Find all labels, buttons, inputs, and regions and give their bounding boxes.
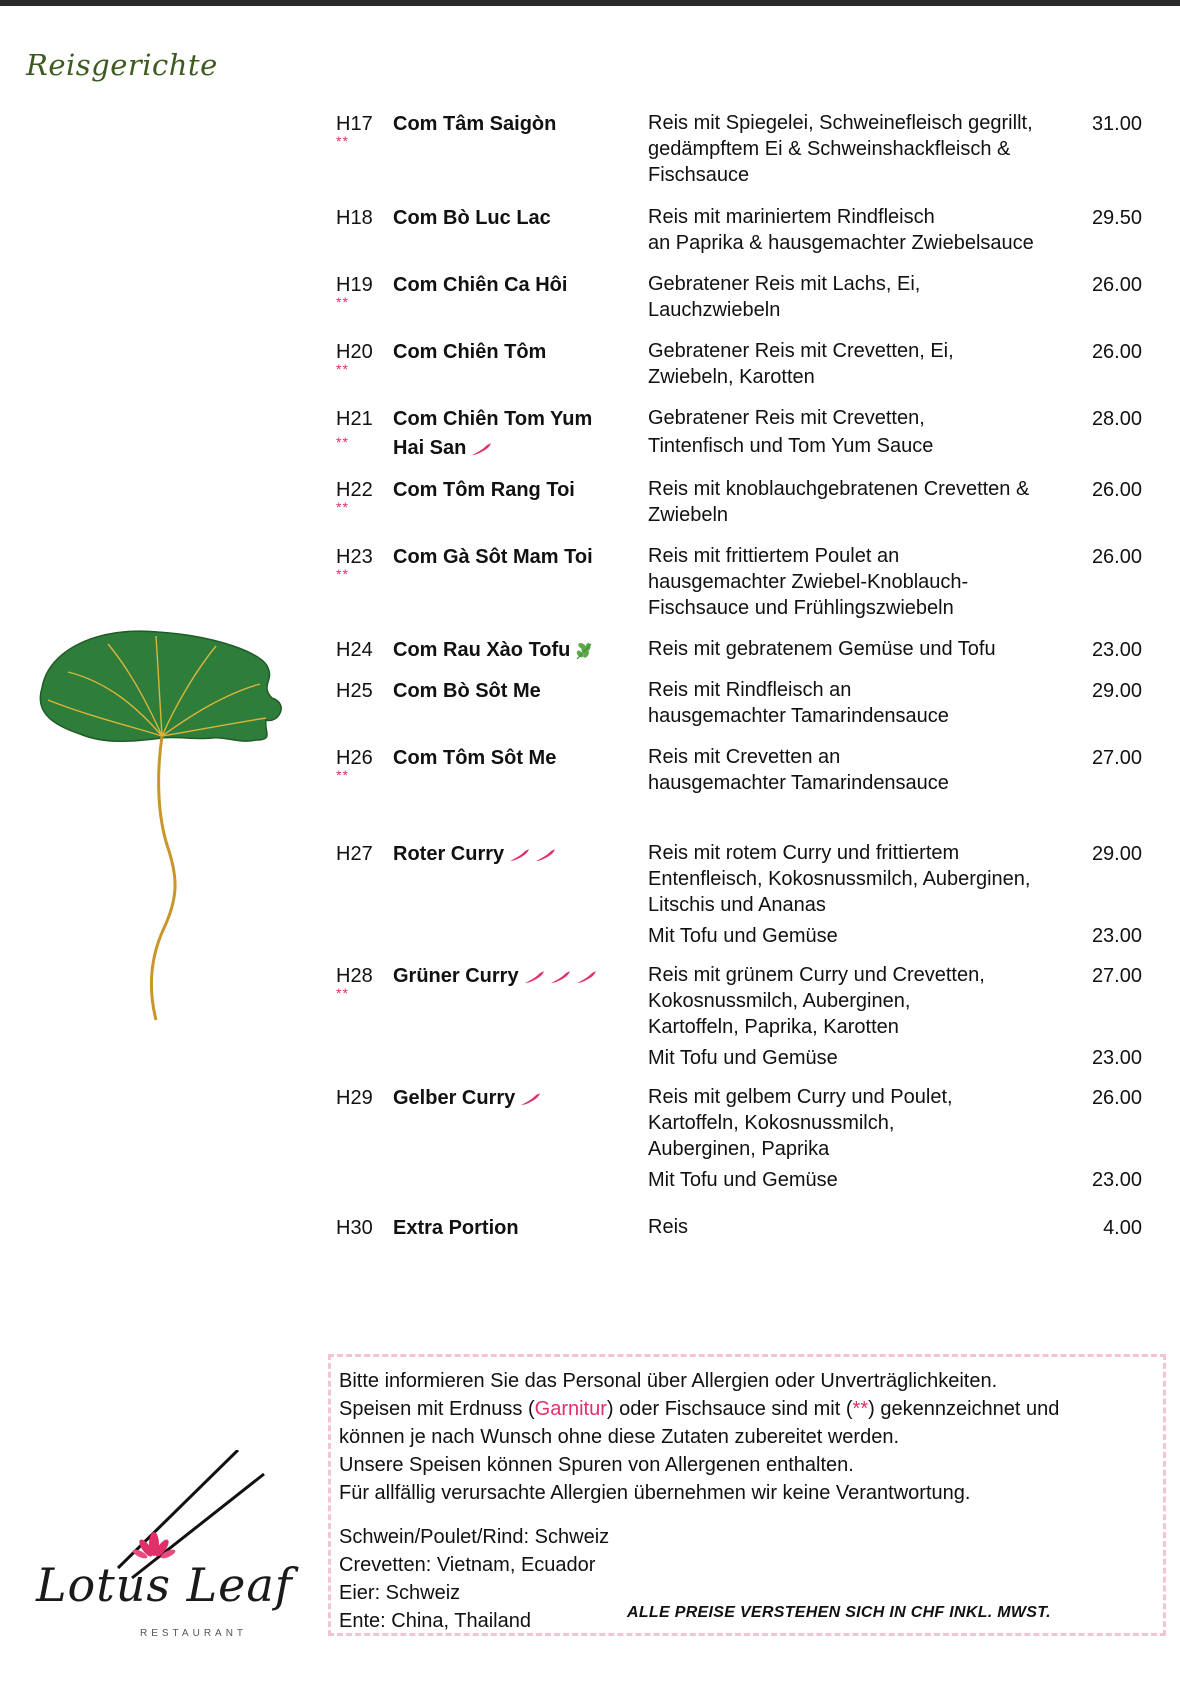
allergen-stars: **: [336, 294, 349, 310]
description-line: Reis mit rotem Curry und frittiertem: [648, 842, 960, 864]
item-description: [648, 110, 1080, 188]
chili-icon: [508, 848, 530, 862]
item-code: H26: [336, 747, 373, 769]
item-name: [393, 677, 643, 705]
item-price: 26.00: [1091, 479, 1142, 501]
item-description: [648, 204, 1080, 256]
item-code: H19: [336, 274, 373, 296]
item-name-text: Grüner Curry: [393, 965, 519, 987]
description-line: Reis mit frittiertem Poulet an: [648, 545, 900, 567]
item-description: [648, 1084, 1080, 1162]
item-name-text: Com Bò Sôt Me: [393, 680, 541, 702]
description-line: Litschis und Ananas: [648, 894, 826, 916]
item-price: 23.00: [1091, 639, 1142, 661]
herb-leaf-icon: [574, 642, 594, 660]
item-price: 29.50: [1091, 207, 1142, 229]
top-bar: [0, 0, 1180, 6]
item-name: [393, 962, 643, 990]
description-line: hausgemachter Tamarindensauce: [648, 772, 949, 794]
item-name: [393, 1214, 643, 1242]
item-name-text: Com Rau Xào Tofu: [393, 639, 571, 661]
description-line: Reis mit mariniertem Rindfleisch: [648, 206, 935, 228]
description-line: Reis mit Crevetten an: [648, 746, 841, 768]
item-price: 26.00: [1091, 1087, 1142, 1109]
description-line: Fischsauce: [648, 164, 750, 186]
item-name: [393, 338, 643, 366]
item-name-text: Com Chiên Tôm: [393, 341, 547, 363]
description-line: hausgemachter Tamarindensauce: [648, 705, 949, 727]
item-price: 26.00: [1091, 546, 1142, 568]
origin-line: Crevetten: Vietnam, Ecuador: [339, 1554, 596, 1576]
notice-line: Unsere Speisen können Spuren von Allergenen enthalten.: [339, 1454, 854, 1476]
chili-icon: [534, 848, 556, 862]
item-name: [393, 476, 643, 504]
origin-line: Eier: Schweiz: [339, 1582, 461, 1604]
item-description: [648, 677, 1080, 729]
chili-icon: [470, 442, 492, 456]
item-price: 26.00: [1091, 274, 1142, 296]
description-line: Reis mit grünem Curry und Crevetten,: [648, 964, 985, 986]
item-code: H24: [336, 639, 373, 661]
item-price: 31.00: [1091, 113, 1142, 135]
item-code: H25: [336, 680, 373, 702]
item-description: [648, 962, 1080, 1040]
item-code: H20: [336, 341, 373, 363]
item-price: 27.00: [1091, 965, 1142, 987]
allergy-notice-box: [328, 1354, 1166, 1636]
item-description: [648, 744, 1080, 796]
restaurant-logo: [28, 1450, 318, 1650]
item-name-text: Extra Portion: [393, 1217, 519, 1239]
description-line: Auberginen, Paprika: [648, 1138, 830, 1160]
item-price: 29.00: [1091, 680, 1142, 702]
item-name-text: Com Chiên Ca Hôi: [393, 274, 568, 296]
item-name: [393, 405, 643, 463]
item-description: [648, 636, 1080, 662]
description-line: Entenfleisch, Kokosnussmilch, Auberginen,: [648, 868, 1031, 890]
item-code: H23: [336, 546, 373, 568]
description-line: Reis mit gebratenem Gemüse und Tofu: [648, 638, 996, 660]
description-line: Reis mit Rindfleisch an: [648, 679, 852, 701]
description-line: Tintenfisch und Tom Yum Sauce: [648, 435, 934, 457]
item-name: [393, 1084, 643, 1112]
variant-price: 23.00: [1091, 925, 1142, 947]
description-line: Gebratener Reis mit Crevetten, Ei,: [648, 340, 954, 362]
prices-note: ALLE PREISE VERSTEHEN SICH IN CHF INKL. MWST.: [627, 1604, 1051, 1621]
description-line: gedämpftem Ei & Schweinshackfleisch &: [648, 138, 1011, 160]
section-title: Reisgerichte: [26, 48, 218, 82]
garnitur-highlight: Garnitur: [534, 1398, 607, 1420]
allergen-stars: **: [336, 985, 349, 1001]
item-name-text: Com Tâm Saigòn: [393, 113, 557, 135]
variant-label: Mit Tofu und Gemüse: [648, 1169, 838, 1191]
item-code: H30: [336, 1217, 373, 1239]
logo-subtitle: RESTAURANT: [140, 1628, 248, 1639]
description-line: hausgemachter Zwiebel-Knoblauch-: [648, 571, 969, 593]
allergen-stars: **: [336, 566, 349, 582]
item-price: 4.00: [1103, 1217, 1142, 1239]
allergen-stars: **: [336, 499, 349, 515]
notice-line: Bitte informieren Sie das Personal über Allergien oder Unverträglichkeiten.: [339, 1370, 998, 1392]
description-line: Fischsauce und Frühlingszwiebeln: [648, 597, 954, 619]
logo-name: Lotus Leaf: [36, 1558, 293, 1612]
item-code: H21: [336, 408, 373, 430]
item-name: [393, 110, 643, 138]
description-line: Kokosnussmilch, Auberginen,: [648, 990, 911, 1012]
item-name-text: Com Tôm Rang Toi: [393, 479, 575, 501]
chili-icon: [549, 970, 571, 984]
item-description: [648, 338, 1080, 390]
description-line: Lauchzwiebeln: [648, 299, 781, 321]
description-line: Kartoffeln, Kokosnussmilch,: [648, 1112, 895, 1134]
description-line: Zwiebeln, Karotten: [648, 366, 815, 388]
description-line: Reis mit knoblauchgebratenen Crevetten &: [648, 478, 1030, 500]
item-price: 28.00: [1091, 408, 1142, 430]
item-name: [393, 271, 643, 299]
item-name: [393, 840, 643, 868]
allergen-stars: **: [336, 133, 349, 149]
item-description: [648, 1214, 1080, 1240]
origin-line: Schwein/Poulet/Rind: Schweiz: [339, 1526, 610, 1548]
item-price: 26.00: [1091, 341, 1142, 363]
item-name-text: Gelber Curry: [393, 1087, 516, 1109]
item-code: H28: [336, 965, 373, 987]
item-name: [393, 636, 643, 664]
item-description: [648, 405, 1080, 461]
notice-line: können je nach Wunsch ohne diese Zutaten zubereitet werden.: [339, 1426, 899, 1448]
description-line: Kartoffeln, Paprika, Karotten: [648, 1016, 899, 1038]
item-name-text: Com Gà Sôt Mam Toi: [393, 546, 593, 568]
item-name-text: Hai San: [393, 437, 467, 459]
chili-icon: [519, 1092, 541, 1106]
item-description: [648, 271, 1080, 323]
origin-line: Ente: China, Thailand: [339, 1610, 531, 1632]
allergen-stars: **: [336, 361, 349, 377]
variant-label: Mit Tofu und Gemüse: [648, 1047, 838, 1069]
variant-label: Mit Tofu und Gemüse: [648, 925, 838, 947]
notice-line: Für allfällig verursachte Allergien übernehmen wir keine Verantwortung.: [339, 1482, 971, 1504]
notice-line: Speisen mit Erdnuss (Garnitur) oder Fischsauce sind mit (**) gekennzeichnet und: [339, 1398, 1060, 1420]
item-name-text: Com Bò Luc Lac: [393, 207, 551, 229]
item-code: H18: [336, 207, 373, 229]
item-price: 29.00: [1091, 843, 1142, 865]
chili-icon: [575, 970, 597, 984]
allergen-stars: **: [336, 767, 349, 783]
description-line: Reis mit gelbem Curry und Poulet,: [648, 1086, 953, 1108]
item-name: [393, 204, 643, 232]
item-name-text: Com Chiên Tom Yum: [393, 408, 593, 430]
item-description: [648, 543, 1080, 621]
lotus-leaf-illustration: [28, 628, 298, 1028]
chili-icon: [523, 970, 545, 984]
stars-highlight: **: [852, 1398, 869, 1420]
item-name-text: Com Tôm Sôt Me: [393, 747, 557, 769]
item-name: [393, 744, 643, 772]
description-line: Reis: [648, 1216, 689, 1238]
item-name: [393, 543, 643, 571]
variant-price: 23.00: [1091, 1169, 1142, 1191]
item-code: H22: [336, 479, 373, 501]
item-code: H17: [336, 113, 373, 135]
item-price: 27.00: [1091, 747, 1142, 769]
description-line: Gebratener Reis mit Crevetten,: [648, 407, 925, 429]
item-description: [648, 476, 1080, 528]
item-code: H27: [336, 843, 373, 865]
item-name-text: Roter Curry: [393, 843, 505, 865]
variant-price: 23.00: [1091, 1047, 1142, 1069]
description-line: Reis mit Spiegelei, Schweinefleisch gegrillt,: [648, 112, 1033, 134]
allergen-stars: **: [336, 434, 349, 450]
description-line: Zwiebeln: [648, 504, 729, 526]
description-line: an Paprika & hausgemachter Zwiebelsauce: [648, 232, 1034, 254]
item-code: H29: [336, 1087, 373, 1109]
item-description: [648, 840, 1080, 918]
description-line: Gebratener Reis mit Lachs, Ei,: [648, 273, 921, 295]
